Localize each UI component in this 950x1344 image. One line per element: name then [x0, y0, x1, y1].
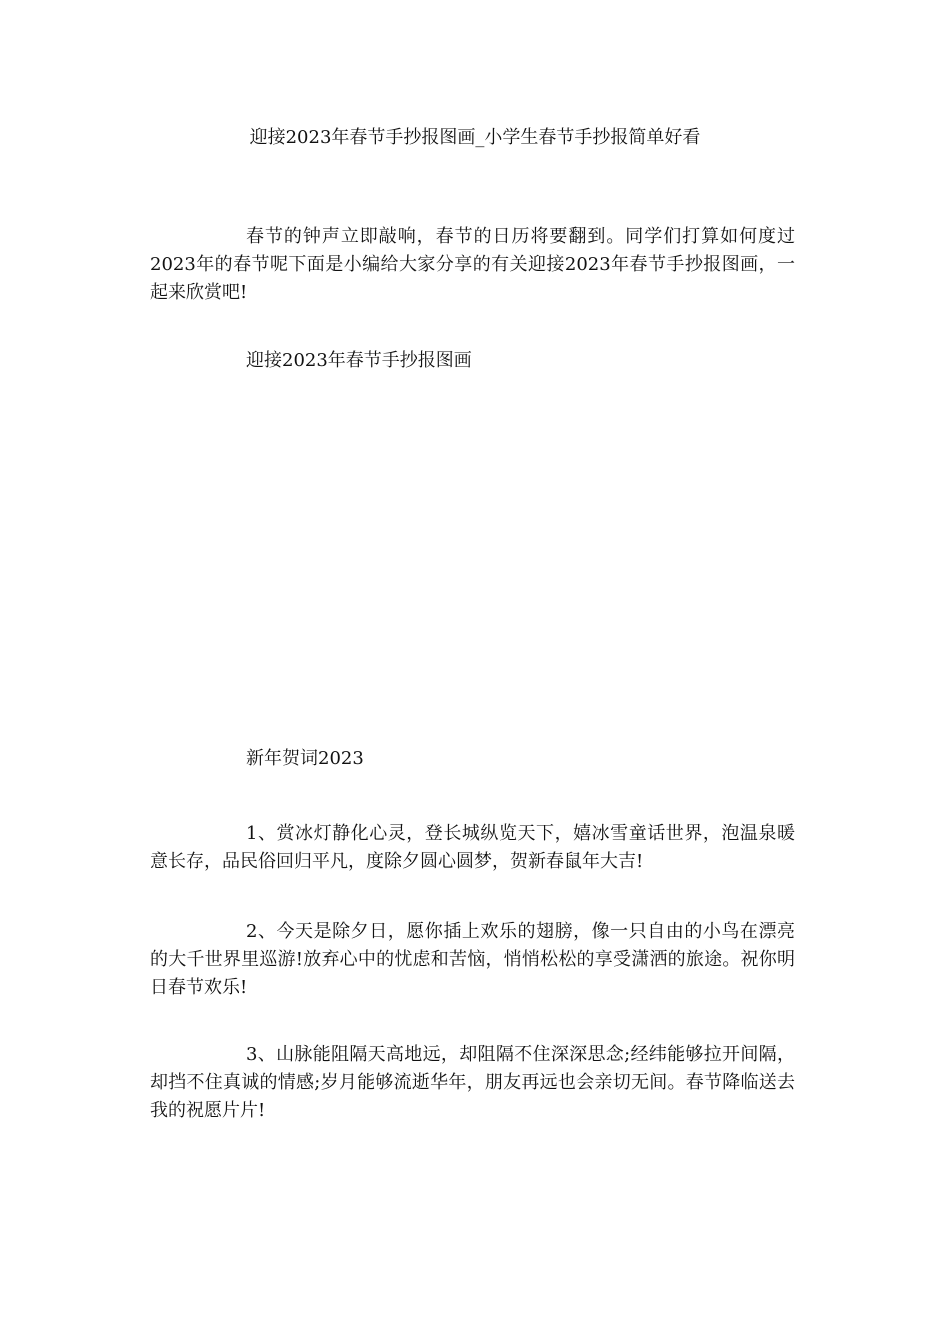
greeting-item: 2、今天是除夕日，愿你插上欢乐的翅膀，像一只自由的小鸟在漂亮的大千世界里巡游!放弃心中的忧虑和苦恼，悄悄松松的享受潇洒的旅途。祝你明日春节欢乐! [150, 921, 795, 998]
document-title: 迎接2023年春节手抄报图画_小学生春节手抄报简单好看 [249, 127, 701, 148]
intro-paragraph: 春节的钟声立即敲响，春节的日历将要翻到。同学们打算如何度过2023年的春节呢下面是小编给大家分享的有关迎接2023年春节手抄报图画，一起来欣赏吧! [150, 226, 795, 303]
greeting-item: 3、山脉能阻隔天高地远，却阻隔不住深深思念;经纬能够拉开间隔，却挡不住真诚的情感;岁月能够流逝华年，朋友再远也会亲切无间。春节降临送去我的祝愿片片! [150, 1044, 795, 1121]
image-area [150, 392, 795, 712]
greeting-item: 1、赏冰灯静化心灵，登长城纵览天下，嬉冰雪童话世界，泡温泉暖意长存，品民俗回归平凡，度除夕圆心圆梦，贺新春鼠年大吉! [150, 823, 795, 872]
section-heading-handwritten-newspaper: 迎接2023年春节手抄报图画 [246, 350, 472, 371]
section-heading-new-year-greetings: 新年贺词2023 [246, 748, 364, 769]
